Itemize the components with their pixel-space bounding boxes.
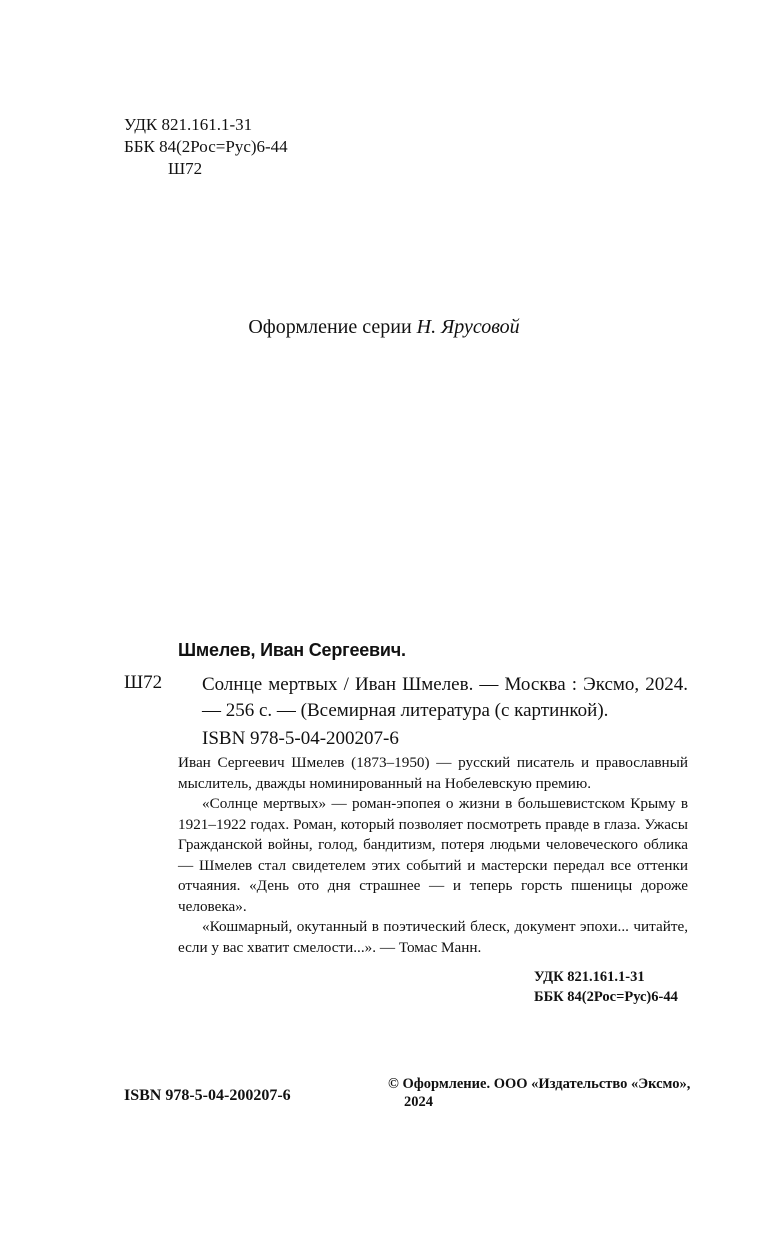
annotation-paragraph: «Солнце мертвых» — роман-эпопея о жизни в большевистском Крыму в 1921–1922 годах. Роман, который позволяет посмотреть правде в глаза. Ужасы Гражданской войны, голод, бандитизм, потеря людьми человеческого облика — Шмелев стал свидетелем этих событий и мастерски передал все оттенки отчаяния. «День ото дня страшнее — и теперь горсть пшеницы дороже человека». <box>178 795 688 915</box>
udk-code-right: УДК 821.161.1-31 <box>534 969 645 985</box>
copyright-year: 2024 <box>404 1094 433 1110</box>
series-design-credit <box>0 316 768 339</box>
classification-codes-right <box>534 967 678 1007</box>
annotation-paragraph: Иван Сергеевич Шмелев (1873–1950) — русский писатель и православный мыслитель, дважды номинированный на Нобелевскую премию. <box>178 754 688 792</box>
author-mark: Ш72 <box>168 159 203 178</box>
series-design-label: Оформление серии <box>248 316 412 338</box>
bbk-code-right: ББК 84(2Рос=Рус)6-44 <box>534 989 678 1005</box>
copyright-notice <box>388 1075 690 1111</box>
bibliographic-description: Солнце мертвых / Иван Шмелев. — Москва : Эксмо, 2024. — 256 с. — (Всемирная литература (с картинкой). <box>202 674 688 721</box>
author-heading: Шмелев, Иван Сергеевич. <box>178 640 406 660</box>
bibliographic-mark: Ш72 <box>124 672 163 693</box>
annotation <box>178 753 688 958</box>
series-designer: Н. Ярусовой <box>416 316 520 338</box>
isbn-main: ISBN 978-5-04-200207-6 <box>202 728 399 749</box>
udk-code: УДК 821.161.1-31 <box>124 115 253 134</box>
classification-codes <box>124 114 288 180</box>
annotation-paragraph: «Кошмарный, окутанный в поэтический блеск, документ эпохи... читайте, если у вас хватит смелости...». — Томас Манн. <box>178 918 688 956</box>
copyright-line: © Оформление. ООО «Издательство «Эксмо», <box>388 1076 691 1092</box>
bbk-code: ББК 84(2Рос=Рус)6-44 <box>124 137 288 156</box>
isbn-footer: ISBN 978-5-04-200207-6 <box>124 1087 291 1104</box>
